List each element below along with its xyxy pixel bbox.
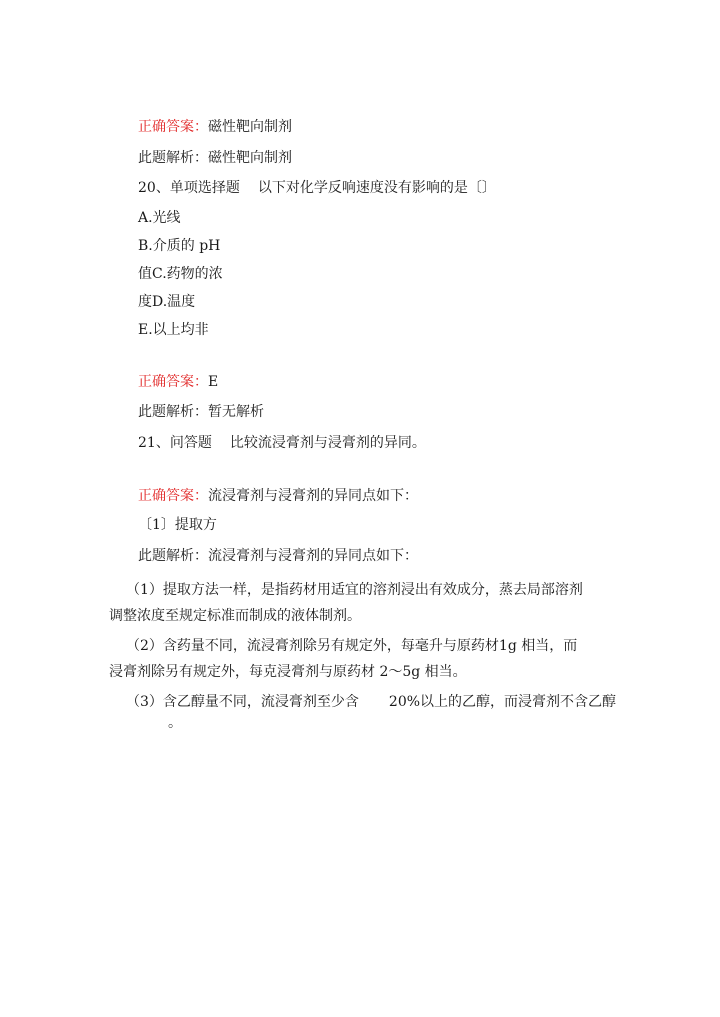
correct-answer-label: 正确答案： xyxy=(138,119,208,135)
option-d: 度D.温度 xyxy=(138,294,196,310)
analysis-label: 此题解析： xyxy=(138,404,208,420)
question-21-header xyxy=(138,433,426,453)
correct-answer-line xyxy=(138,486,418,506)
paragraph-number: （1） xyxy=(126,582,163,598)
analysis-label: 此题解析： xyxy=(138,548,208,564)
paragraph-number: （2） xyxy=(126,638,163,654)
correct-answer-value: 流浸膏剂与浸膏剂的异同点如下： xyxy=(208,488,418,504)
analysis-value: 流浸膏剂与浸膏剂的异同点如下： xyxy=(208,548,418,564)
question-20-header xyxy=(138,178,496,198)
question-stem: 比较流浸膏剂与浸膏剂的异同。 xyxy=(229,435,426,451)
analysis-label: 此题解析： xyxy=(138,150,208,166)
analysis-value: 磁性靶向制剂 xyxy=(208,150,292,166)
analysis-line xyxy=(138,148,292,168)
correct-answer-value: E xyxy=(208,374,219,390)
correct-answer-item: 〔1〕提取方 xyxy=(138,517,217,533)
correct-answer-value: 磁性靶向制剂 xyxy=(208,119,292,135)
correct-answer-label: 正确答案： xyxy=(138,488,208,504)
analysis-line xyxy=(138,546,418,566)
analysis-paragraph-2-cont: 浸膏剂除另有规定外，每克浸膏剂与原药材 2～5g 相当。 xyxy=(109,664,467,680)
correct-answer-label: 正确答案： xyxy=(138,374,208,390)
analysis-paragraph-2 xyxy=(126,636,577,656)
analysis-paragraph-3 xyxy=(126,692,616,712)
option-e: E.以上均非 xyxy=(138,322,209,338)
correct-answer-line xyxy=(138,372,218,392)
analysis-value: 暂无解析 xyxy=(208,404,264,420)
analysis-paragraph-1 xyxy=(126,580,583,600)
question-stem: 以下对化学反响速度没有影响的是〔〕 xyxy=(257,180,496,196)
question-number-type: 20、单项选择题 xyxy=(138,180,240,196)
analysis-line xyxy=(138,402,264,422)
paragraph-text: 含乙醇量不同，流浸膏剂至少含 xyxy=(162,694,359,710)
option-b: B.介质的 pH xyxy=(138,238,221,254)
analysis-paragraph-1-cont: 调整浓度至规定标准而制成的液体制剂。 xyxy=(109,608,361,624)
correct-answer-line xyxy=(138,117,292,137)
paragraph-text: 含药量不同，流浸膏剂除另有规定外，每毫升与原药材1g 相当，而 xyxy=(162,638,578,654)
analysis-paragraph-3-cont: 。 xyxy=(168,715,182,731)
paragraph-text: 20%以上的乙醇，而浸膏剂不含乙醇 xyxy=(388,694,617,710)
option-c: 值C.药物的浓 xyxy=(138,266,223,282)
paragraph-number: （3） xyxy=(126,694,163,710)
option-a: A.光线 xyxy=(138,210,181,226)
paragraph-text: 提取方法一样，是指药材用适宜的溶剂浸出有效成分，蒸去局部溶剂 xyxy=(162,582,583,598)
question-number-type: 21、问答题 xyxy=(138,435,212,451)
